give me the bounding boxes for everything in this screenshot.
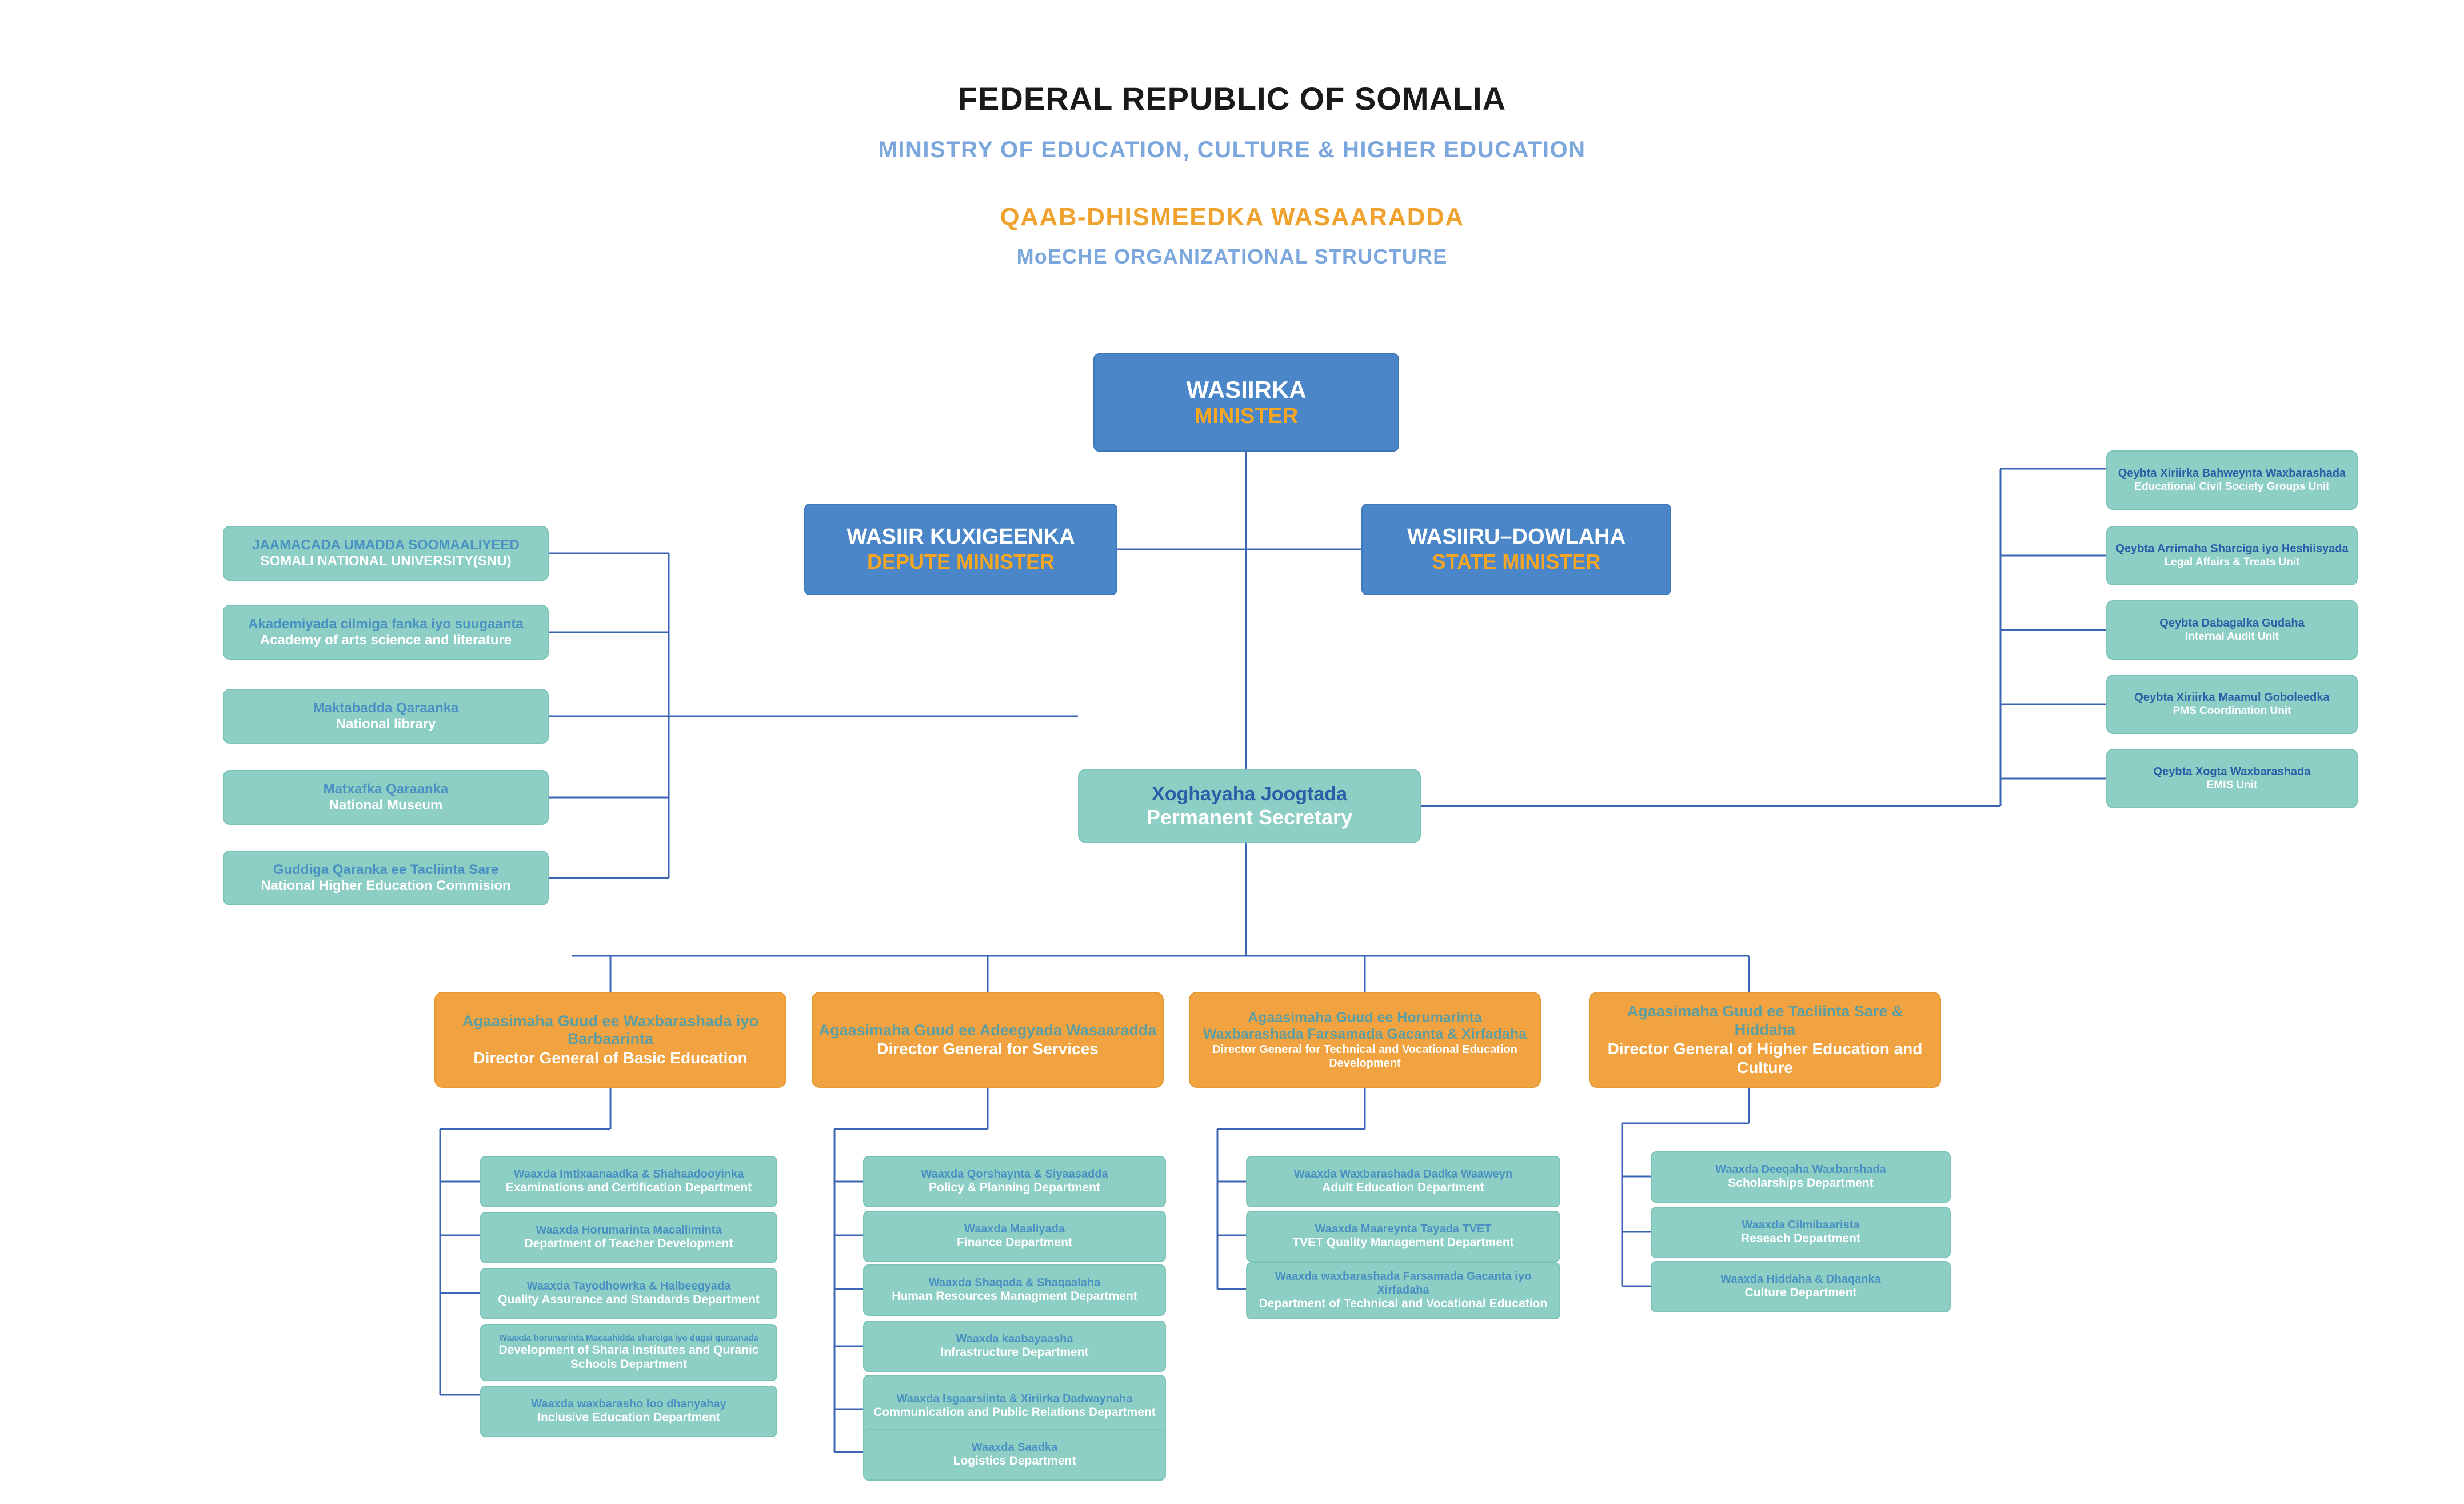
node-minister[interactable] [1093, 353, 1399, 452]
node-deputy-minister-label-so: WASIIR KUXIGEENKA [846, 525, 1075, 549]
dept-research-label-so: Waaxda Cilmibaarista [1742, 1218, 1860, 1231]
node-dg-basic-education[interactable] [434, 992, 786, 1088]
node-pms-coordination-label-so: Qeybta Xiriirka Maamul Goboleedka [2134, 691, 2330, 704]
page-title-english: MoECHE ORGANIZATIONAL STRUCTURE [1016, 245, 1448, 268]
dept-human-resources-label-so: Waaxda Shaqada & Shaqaalaha [928, 1276, 1101, 1289]
dept-technical-vocational-label-so: Waaxda waxbarashada Farsamada Gacanta iyo Xirfadaha [1275, 1270, 1532, 1296]
node-snu-label-en: SOMALI NATIONAL UNIVERSITY(SNU) [260, 553, 512, 569]
node-permanent-secretary-label-so: Xoghayaha Joogtada [1152, 783, 1347, 805]
dept-scholarships-label-so: Waaxda Deeqaha Waxbarshada [1715, 1163, 1886, 1176]
node-dept-culture[interactable] [1651, 1261, 1951, 1312]
node-national-museum-label-so: Matxafka Qaraanka [323, 781, 449, 797]
dept-infrastructure-label-so: Waaxda kaabayaasha [956, 1332, 1073, 1345]
node-national-library-label-en: National library [336, 716, 436, 732]
node-state-minister-label-so: WASIIRU–DOWLAHA [1407, 525, 1626, 549]
node-dept-research[interactable] [1651, 1207, 1951, 1258]
dept-communication-label-so: Waaxda Isgaarsiinta & Xiriirka Dadwaynaha [896, 1392, 1133, 1405]
dept-policy-planning-label-so: Waaxda Qorshaynta & Siyaasadda [921, 1167, 1108, 1180]
node-legal-affairs-treats-unit[interactable] [2106, 526, 2358, 585]
node-dept-examinations-certification[interactable] [480, 1156, 777, 1207]
node-academy-label-en: Academy of arts science and literature [259, 632, 512, 648]
dept-infrastructure-label-en: Infrastructure Department [940, 1346, 1089, 1359]
dept-communication-label-en: Communication and Public Relations Department [873, 1406, 1156, 1419]
node-minister-label-en: MINISTER [1194, 404, 1299, 429]
node-national-library-label-so: Maktabadda Qaraanka [313, 700, 459, 716]
dept-culture-label-so: Waaxda Hiddaha & Dhaqanka [1720, 1272, 1881, 1286]
dept-human-resources-label-en: Human Resources Managment Department [892, 1290, 1137, 1303]
node-permanent-secretary-label-en: Permanent Secretary [1146, 805, 1353, 829]
node-educational-civil-society-groups-unit[interactable] [2106, 450, 2358, 510]
node-academy-arts-science-literature[interactable] [223, 605, 549, 660]
dept-sharia-quranic-label-en: Development of Sharia Institutes and Quranic Schools Department [498, 1343, 759, 1371]
dept-adult-education-label-en: Adult Education Department [1322, 1181, 1484, 1195]
dept-teacher-development-label-so: Waaxda Horumarinta Macalliminta [536, 1223, 722, 1236]
node-national-higher-education-commission[interactable] [223, 851, 549, 905]
dept-logistics-label-so: Waaxda Saadka [971, 1441, 1058, 1454]
dept-culture-label-en: Culture Department [1744, 1286, 1857, 1300]
dept-tvet-quality-label-so: Waaxda Maareynta Tayada TVET [1315, 1222, 1492, 1235]
node-minister-label-so: WASIIRKA [1186, 376, 1307, 403]
node-emis-label-so: Qeybta Xogta Waxbarashada [2153, 765, 2311, 778]
dept-examinations-label-so: Waaxda Imtixaanaadka & Shahaadooyinka [513, 1167, 744, 1180]
dept-logistics-label-en: Logistics Department [953, 1454, 1076, 1468]
dept-teacher-development-label-en: Department of Teacher Development [524, 1237, 733, 1251]
page-title-country: FEDERAL REPUBLIC OF SOMALIA [957, 81, 1507, 117]
node-dg-services-label-en: Director General for Services [877, 1040, 1099, 1058]
dept-adult-education-label-so: Waaxda Waxbarashada Dadka Waaweyn [1293, 1167, 1513, 1180]
node-dept-finance[interactable] [863, 1211, 1166, 1262]
dept-inclusive-education-label-en: Inclusive Education Department [537, 1411, 720, 1425]
node-civil-society-label-so: Qeybta Xiriirka Bahweynta Waxbarashada [2118, 467, 2346, 480]
node-dept-tvet-quality-management[interactable] [1246, 1211, 1560, 1262]
node-deputy-minister[interactable] [804, 504, 1117, 595]
node-legal-affairs-label-so: Qeybta Arrimaha Sharciga iyo Heshiisyada [2115, 542, 2349, 555]
dept-research-label-en: Reseach Department [1741, 1232, 1860, 1246]
node-dg-tvet-label-en: Director General for Technical and Vocational Education Development [1212, 1043, 1517, 1070]
node-dg-higher-education-culture[interactable] [1589, 992, 1941, 1088]
node-internal-audit-label-so: Qeybta Dabagalka Gudaha [2159, 617, 2305, 629]
node-dept-infrastructure[interactable] [863, 1321, 1166, 1372]
node-internal-audit-label-en: Internal Audit Unit [2185, 630, 2279, 643]
dept-finance-label-so: Waaxda Maaliyada [964, 1222, 1065, 1235]
node-dept-policy-planning[interactable] [863, 1156, 1166, 1207]
dept-policy-planning-label-en: Policy & Planning Department [929, 1181, 1100, 1195]
dept-technical-vocational-label-en: Department of Technical and Vocational Education [1259, 1297, 1548, 1311]
node-dg-tvet-label-so: Agaasimaha Guud ee Horumarinta Waxbarashada Farsamada Gacanta & Xirfadaha [1203, 1009, 1527, 1043]
node-dept-inclusive-education[interactable] [480, 1386, 777, 1437]
node-internal-audit-unit[interactable] [2106, 600, 2358, 660]
node-permanent-secretary[interactable] [1078, 769, 1421, 843]
node-pms-coordination-label-en: PMS Coordination Unit [2173, 704, 2291, 717]
node-state-minister-label-en: STATE MINISTER [1432, 550, 1601, 574]
node-nhec-label-en: National Higher Education Commision [261, 878, 511, 893]
node-civil-society-label-en: Educational Civil Society Groups Unit [2134, 480, 2330, 493]
dept-scholarships-label-en: Scholarships Department [1728, 1176, 1874, 1190]
node-snu-label-so: JAAMACADA UMADDA SOOMAALIYEED [252, 537, 520, 553]
dept-sharia-quranic-label-so: Waaxda horumarinta Macaahidda sharciga iyo dugsi quraanada [499, 1333, 758, 1343]
node-emis-label-en: EMIS Unit [2206, 779, 2258, 791]
node-legal-affairs-label-en: Legal Affairs & Treats Unit [2164, 556, 2300, 568]
node-pms-coordination-unit[interactable] [2106, 675, 2358, 734]
dept-finance-label-en: Finance Department [957, 1236, 1072, 1250]
node-dg-higher-label-so: Agaasimaha Guud ee Tacliinta Sare & Hiddaha [1627, 1003, 1903, 1038]
node-national-library[interactable] [223, 689, 549, 744]
node-dg-higher-label-en: Director General of Higher Education and Culture [1607, 1039, 1923, 1076]
node-dg-services-label-so: Agaasimaha Guud ee Adeegyada Wasaaradda [818, 1021, 1157, 1039]
dept-quality-assurance-label-so: Waaxda Tayodhowrka & Halbeegyada [526, 1279, 731, 1292]
node-dg-services[interactable] [812, 992, 1164, 1088]
node-dg-basic-label-en: Director General of Basic Education [473, 1049, 748, 1067]
node-dept-communication-public-relations[interactable] [863, 1375, 1166, 1438]
node-dept-adult-education[interactable] [1246, 1156, 1560, 1207]
node-dept-technical-vocational-education[interactable] [1246, 1262, 1560, 1319]
node-emis-unit[interactable] [2106, 749, 2358, 808]
node-dept-scholarships[interactable] [1651, 1151, 1951, 1203]
node-deputy-minister-label-en: DEPUTE MINISTER [866, 550, 1055, 574]
node-national-museum[interactable] [223, 770, 549, 825]
node-dept-human-resources[interactable] [863, 1264, 1166, 1316]
node-national-museum-label-en: National Museum [329, 797, 443, 813]
dept-quality-assurance-label-en: Quality Assurance and Standards Department [498, 1293, 760, 1307]
page-title-somali: QAAB-DHISMEEDKA WASAARADDA [1000, 203, 1464, 231]
dept-tvet-quality-label-en: TVET Quality Management Department [1292, 1236, 1514, 1250]
node-dept-logistics[interactable] [863, 1429, 1166, 1481]
node-state-minister[interactable] [1361, 504, 1671, 595]
node-somali-national-university[interactable] [223, 526, 549, 581]
dept-inclusive-education-label-so: Waaxda waxbarasho loo dhanyahay [531, 1397, 726, 1410]
node-dept-quality-assurance-standards[interactable] [480, 1268, 777, 1319]
node-dept-sharia-quranic-schools[interactable] [480, 1324, 777, 1381]
node-academy-label-so: Akademiyada cilmiga fanka iyo suugaanta [248, 616, 524, 632]
node-dg-basic-label-so: Agaasimaha Guud ee Waxbarashada iyo Barbaarinta [462, 1012, 759, 1048]
node-dept-teacher-development[interactable] [480, 1212, 777, 1263]
dept-examinations-label-en: Examinations and Certification Department [505, 1181, 752, 1195]
page-subtitle-ministry: MINISTRY OF EDUCATION, CULTURE & HIGHER EDUCATION [878, 137, 1586, 162]
node-nhec-label-so: Guddiga Qaranka ee Tacliinta Sare [273, 861, 499, 877]
node-dg-tvet[interactable] [1189, 992, 1541, 1088]
